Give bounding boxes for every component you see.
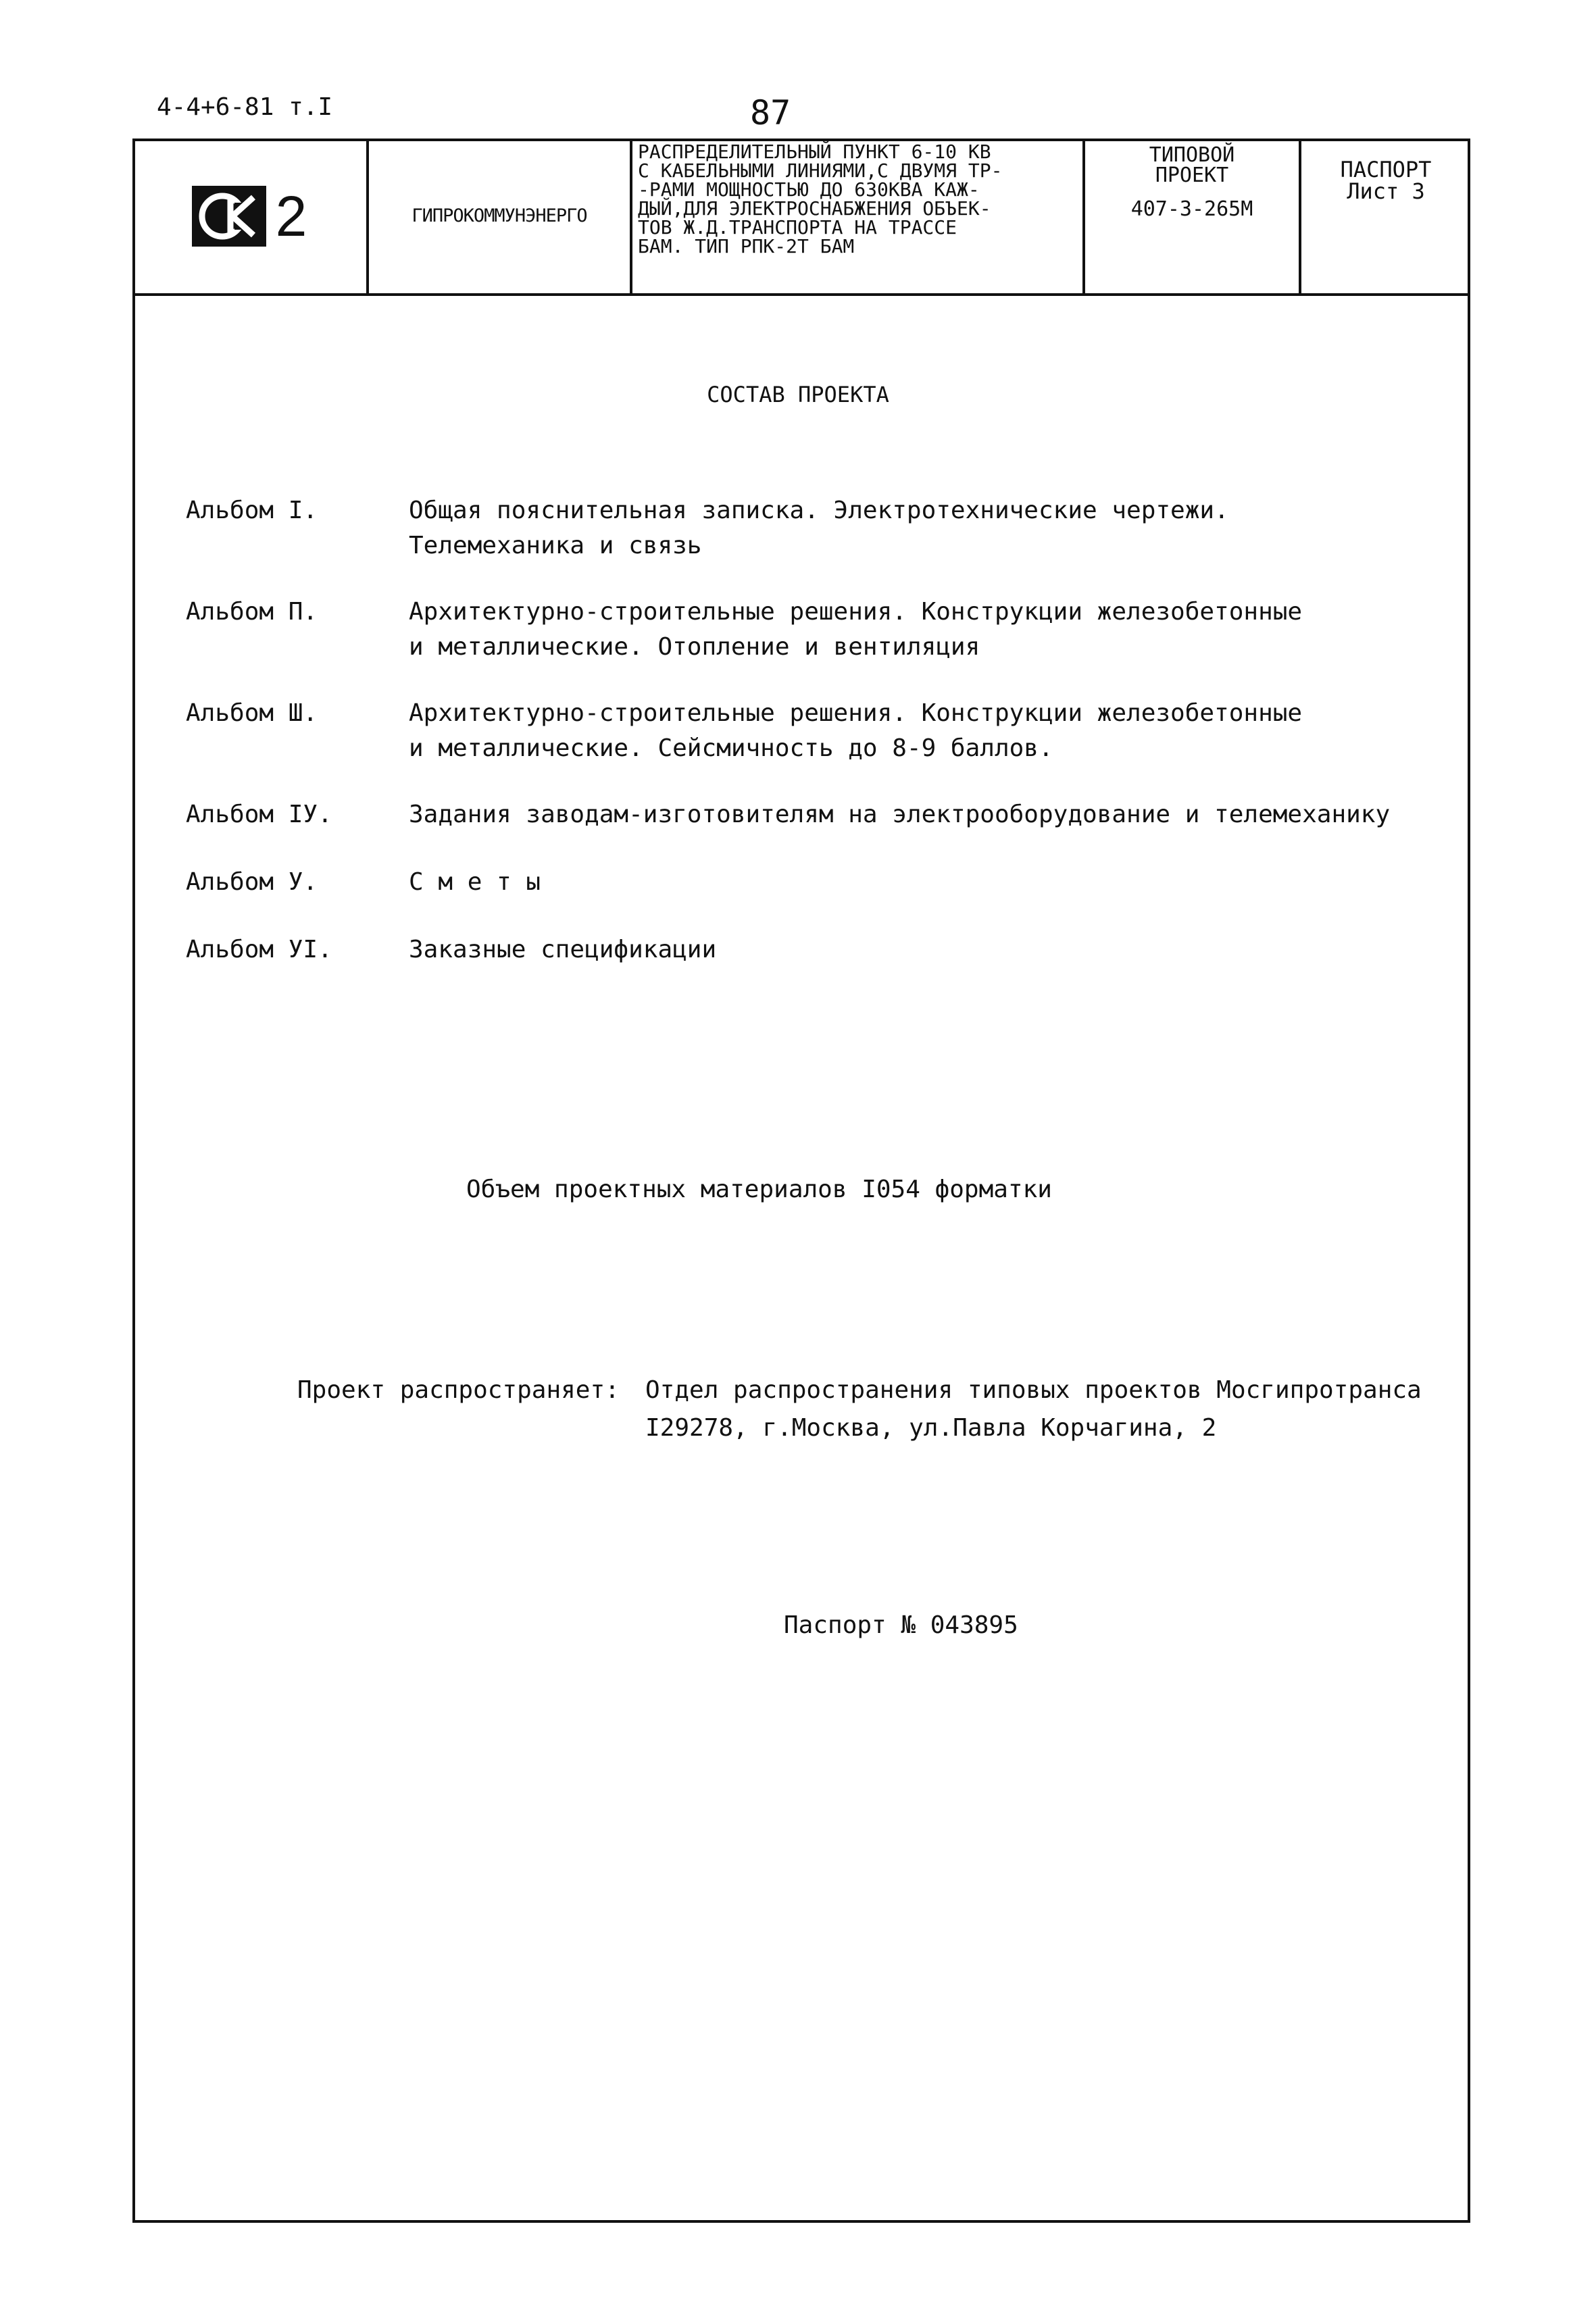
title-cell — [632, 139, 1085, 293]
album-line: Архитектурно-строительные решения. Конструкции железобетонные — [409, 699, 1303, 727]
title-line: ДЫЙ,ДЛЯ ЭЛЕКТРОСНАБЖЕНИЯ ОБЪЕК- — [638, 197, 991, 220]
album-line: С м е т ы — [409, 868, 541, 896]
album-name: Альбом IУ. — [186, 801, 332, 828]
doc-type: ПАСПОРТ — [1340, 157, 1432, 182]
album-name: Альбом Ш. — [186, 699, 318, 727]
volume-text: Объем проектных материалов I054 форматки — [466, 1176, 1052, 1203]
album-line: Архитектурно-строительные решения. Конструкции железобетонные — [409, 598, 1303, 626]
ck-logo-icon — [192, 186, 266, 247]
distribution-line: Отдел распространения типовых проектов Мосгипротранса — [645, 1376, 1422, 1404]
passport-cell — [1301, 139, 1470, 293]
logo-cell — [132, 139, 369, 293]
logo-number: 2 — [275, 184, 307, 248]
title-line: -РАМИ МОЩНОСТЬЮ ДО 630КВА КАЖ- — [638, 178, 980, 201]
project-cell — [1085, 139, 1301, 293]
section-title: СОСТАВ ПРОЕКТА — [707, 382, 889, 407]
distribution-info — [645, 1372, 1422, 1447]
project-type-line: ТИПОВОЙ — [1149, 143, 1235, 167]
document-code: 4-4+6-81 т.I — [157, 93, 333, 121]
title-line: РАСПРЕДЕЛИТЕЛЬНЫЙ ПУНКТ 6-10 КВ — [638, 141, 991, 163]
album-name: Альбом I. — [186, 497, 318, 524]
distribution-label: Проект распространяет: — [297, 1376, 620, 1404]
album-line: и металлические. Отопление и вентиляция — [409, 633, 980, 661]
title-line: БАМ. ТИП РПК-2Т БАМ — [638, 235, 855, 257]
album-line: Заказные спецификации — [409, 936, 717, 963]
album-line: Задания заводам-изготовителям на электрооборудование и телемеханику — [409, 801, 1391, 828]
sheet-number: Лист 3 — [1347, 178, 1425, 204]
album-line: и металлические. Сейсмичность до 8-9 баллов. — [409, 734, 1053, 762]
album-line: Общая пояснительная записка. Электротехнические чертежи. — [409, 497, 1229, 524]
album-name: Альбом УI. — [186, 936, 332, 963]
title-block — [132, 139, 1470, 296]
project-number: 407-3-265М — [1130, 197, 1253, 221]
page-number: 87 — [750, 93, 791, 132]
album-name: Альбом П. — [186, 598, 318, 626]
album-name: Альбом У. — [186, 868, 318, 896]
organization-name: ГИПРОКОММУНЭНЕРГО — [412, 205, 587, 226]
album-line: Телемеханика и связь — [409, 532, 702, 559]
title-line: ТОВ Ж.Д.ТРАНСПОРТА НА ТРАССЕ — [638, 216, 957, 238]
project-type-line: ПРОЕКТ — [1155, 164, 1229, 187]
passport-number: Паспорт № 043895 — [784, 1611, 1018, 1639]
distribution-line: I29278, г.Москва, ул.Павла Корчагина, 2 — [645, 1414, 1217, 1442]
organization-cell — [369, 139, 632, 293]
title-line: С КАБЕЛЬНЫМИ ЛИНИЯМИ,С ДВУМЯ ТР- — [638, 159, 1003, 182]
